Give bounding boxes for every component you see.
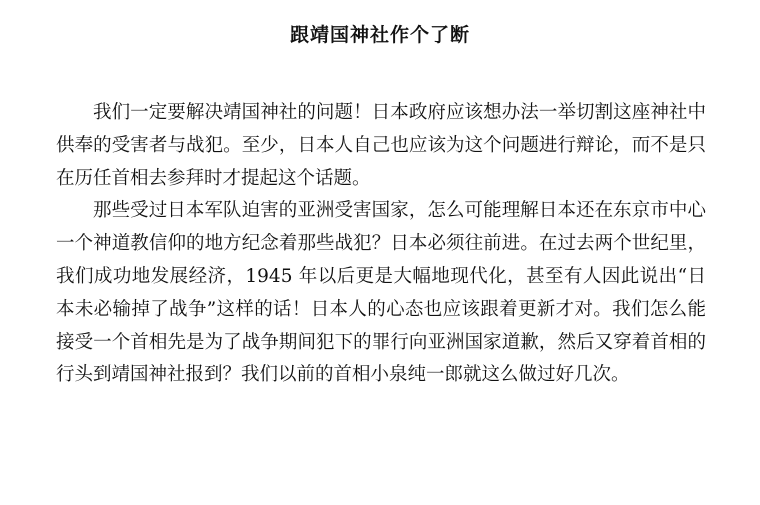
paragraph-2: 那些受过日本军队迫害的亚洲受害国家，怎么可能理解日本还在东京市中心一个神道教信仰的地方纪念着那些战犯？日本必须往前进。在过去两个世纪里，我们成功地发展经济，1945 年以后更是大幅地现代化，甚至有人因此说出“日本未必输掉了战争”这样的话！日本人的心态也应该跟着更新才对。我们怎么能接受一个首相先是为了战争期间犯下的罪行向亚洲国家道歉，然后又穿着首相的行头到靖国神社报到？我们以前的首相小泉纯一郎就这么做过好几次。 bbox=[56, 200, 706, 386]
document-body bbox=[56, 97, 706, 392]
paragraph-1: 我们一定要解决靖国神社的问题！日本政府应该想办法一举切割这座神社中供奉的受害者与战犯。至少，日本人自己也应该为这个问题进行辩论，而不是只在历任首相去参拜时才提起这个话题。 bbox=[56, 102, 706, 189]
document-title: 跟靖国神社作个了断 bbox=[289, 24, 470, 46]
